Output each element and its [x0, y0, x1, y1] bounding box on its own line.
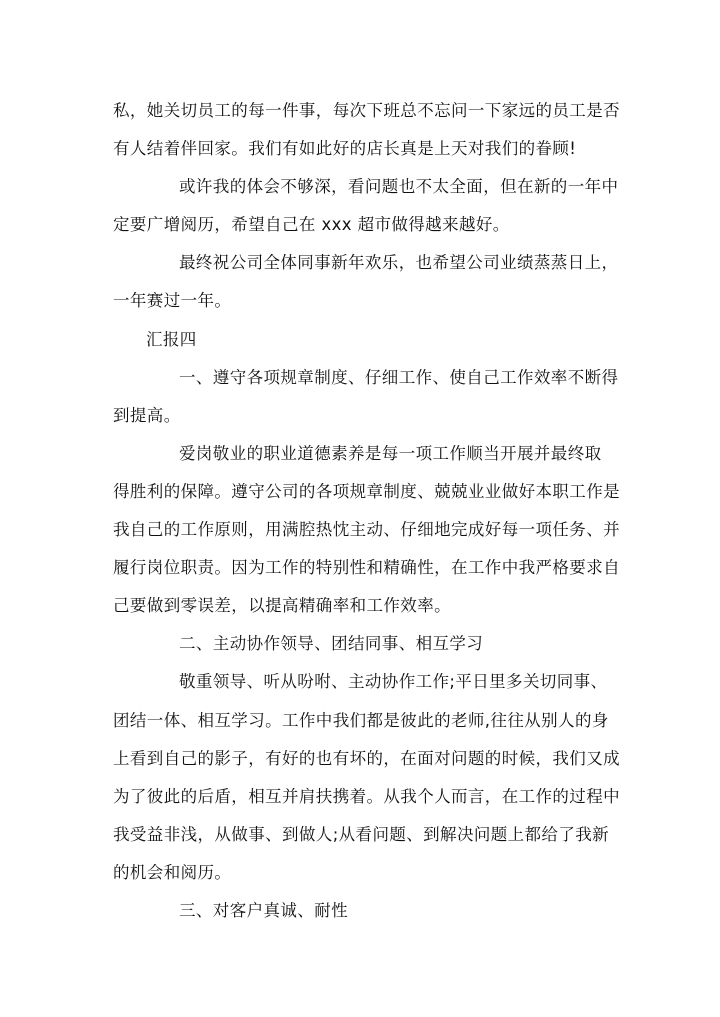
- text-line: 一年赛过一年。: [113, 291, 232, 311]
- text-line: 为了彼此的后盾，相互并肩扶携着。从我个人而言，在工作的过程中: [113, 786, 620, 806]
- subheading-line: 一、遵守各项规章制度、仔细工作、使自己工作效率不断得: [179, 367, 619, 387]
- text-line: 到提高。: [113, 405, 181, 425]
- text-line: 我受益非浅，从做事、到做人;从看问题、到解决问题上都给了我新: [113, 824, 610, 844]
- subheading-line: 三、对客户真诚、耐性: [179, 900, 348, 920]
- text-line: 团结一体、相互学习。工作中我们都是彼此的老师,往往从别人的身: [113, 710, 609, 730]
- text-line: 私，她关切员工的每一件事，每次下班总不忘问一下家远的员工是否: [113, 101, 620, 120]
- paragraph-start-line: 最终祝公司全体同事新年欢乐，也希望公司业绩蒸蒸日上，: [179, 253, 619, 273]
- text-line: 有人结着伴回家。我们有如此好的店长真是上天对我们的眷顾!: [113, 139, 577, 159]
- text-line: 我自己的工作原则，用满腔热忱主动、仔细地完成好每一项任务、并: [113, 520, 620, 540]
- paragraph-start-line: 爱岗敬业的职业道德素养是每一项工作顺当开展并最终取: [179, 443, 602, 463]
- text-line: 定要广增阅历，希望自己在 xxx 超市做得越来越好。: [113, 215, 510, 235]
- text-line: 得胜利的保障。遵守公司的各项规章制度、兢兢业业做好本职工作是: [113, 481, 620, 501]
- text-line: 履行岗位职责。因为工作的特别性和精确性，在工作中我严格要求自: [113, 558, 620, 578]
- text-line: 的机会和阅历。: [113, 862, 232, 882]
- section-heading: 汇报四: [146, 329, 197, 349]
- text-line: 上看到自己的影子，有好的也有坏的，在面对问题的时候，我们又成: [113, 748, 620, 768]
- text-line: 己要做到零误差，以提高精确率和工作效率。: [113, 596, 451, 616]
- subheading-line: 二、主动协作领导、团结同事、相互学习: [179, 634, 484, 654]
- paragraph-start-line: 或许我的体会不够深，看问题也不太全面，但在新的一年中: [179, 177, 619, 197]
- document-body: [113, 92, 620, 930]
- paragraph-start-line: 敬重领导、听从吩咐、主动协作工作;平日里多关切同事、: [179, 672, 608, 692]
